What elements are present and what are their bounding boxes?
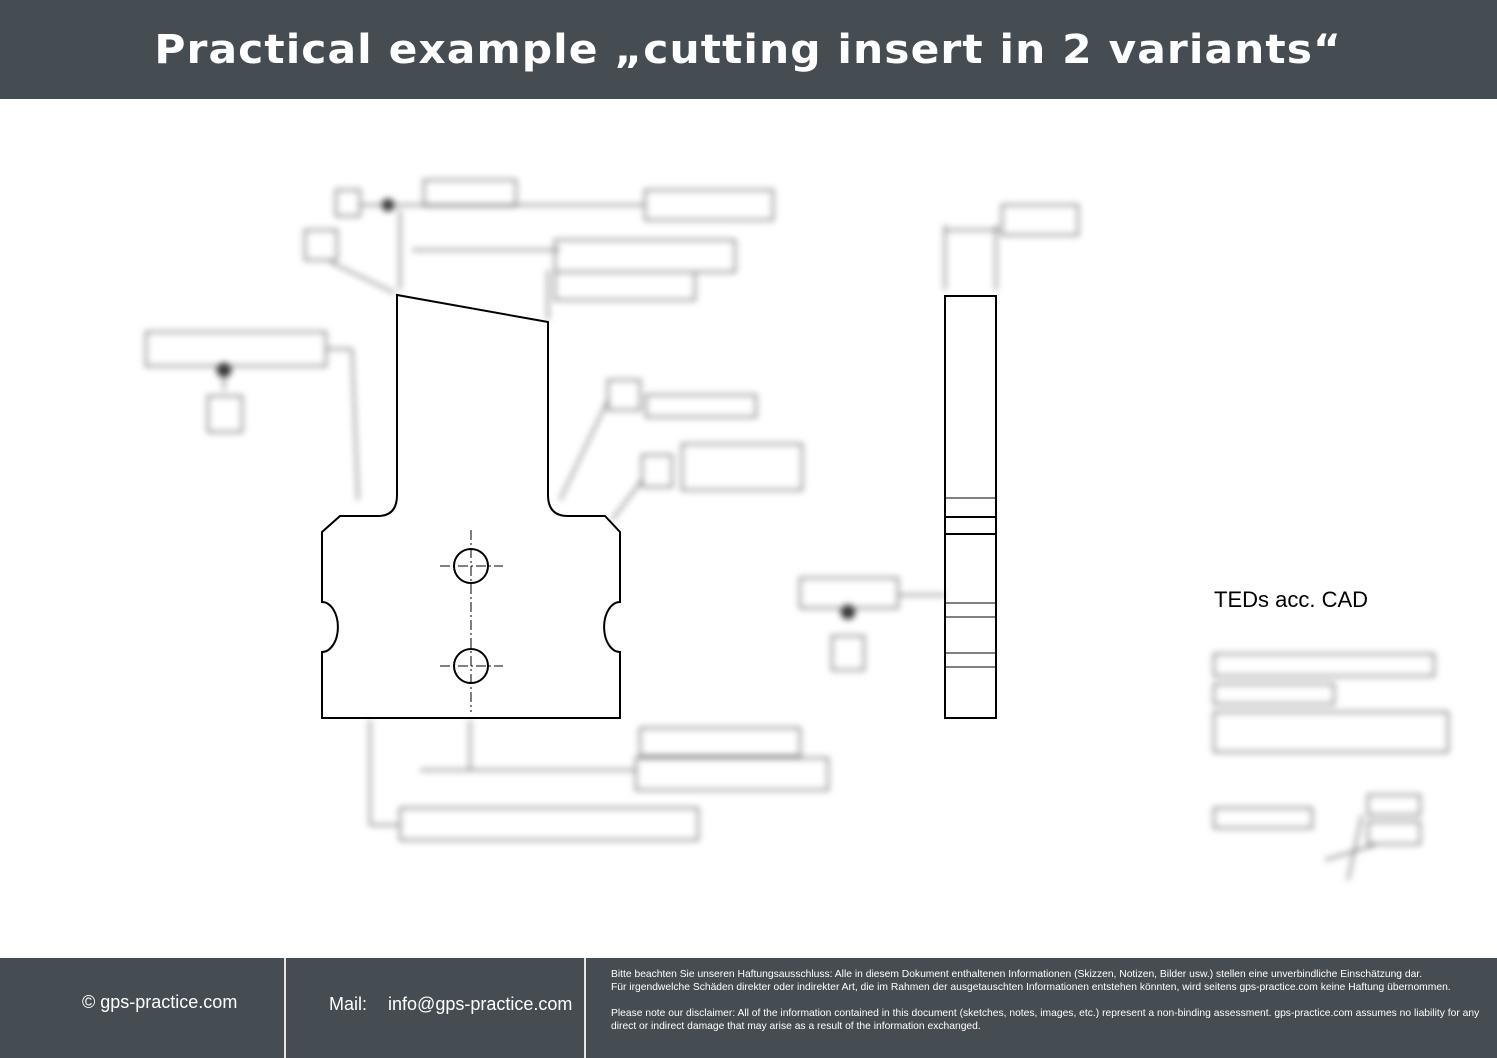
fcf-left [146,332,326,366]
footer-divider-1 [284,958,286,1058]
blurred-annotations [146,180,1448,880]
footer-divider-2 [584,958,586,1058]
page-title: Practical example „cutting insert in 2 variants“ [154,26,1343,73]
insert-outline [322,295,620,718]
disclaimer-en-line-2: direct or indirect damage that may arise as a result of the information exchanged. [611,1021,981,1032]
fcf-side [800,578,898,608]
teds-note: TEDs acc. CAD [1214,587,1369,612]
fcf-bottom-right-1 [640,728,800,756]
mail-label: Mail: [329,994,368,1014]
mail-contact [329,994,572,1015]
disclaimer-de-line-1: Bitte beachten Sie unseren Haftungsausschluss: Alle in diesem Dokument enthaltenen Informationen (Skizzen, Notizen, Bilder usw.) stellen eine unverbindliche Einschätzung dar. [611,969,1423,980]
fcf-upper-mid [555,240,735,272]
dim-thickness [1002,205,1078,235]
technical-drawing [0,99,1497,958]
disclaimer [611,968,1481,1033]
datum-box-side [832,636,864,670]
dim-text-top [424,180,516,206]
title-bar [0,0,1497,99]
general-tolerances-frame [1214,712,1448,752]
fcf-top-right [645,190,773,220]
fcf-bottom-right-2 [636,758,828,790]
datum-box-top [336,190,360,216]
fcf-bottom-left [400,808,698,840]
side-outline [945,296,996,718]
copyright-text: © gps-practice.com [82,992,238,1012]
mail-address-link[interactable]: info@gps-practice.com [388,994,573,1014]
disclaimer-en-line-1: Please note our disclaimer: All of the information contained in this document (sketches, notes, images, etc.) represent a non-binding assessment. gps-practice.com assumes no liability for any [611,1008,1480,1019]
iso-ref [1214,808,1312,828]
center-lines [440,530,503,712]
general-tolerances-text [1214,654,1434,676]
datum-dot-top [382,199,394,211]
fcf-upper-mid-2 [555,272,695,300]
front-view [322,295,620,718]
drawing-canvas [0,99,1497,958]
footer [0,958,1497,1058]
side-view [945,296,996,718]
datum-box-left [208,396,242,432]
disclaimer-de-line-2: Für irgendwelche Schäden direkter oder indirekter Art, die im Rahmen der ausgetauschten Informationen entstehen könnten, wird seitens gps-practice.com keine Haftung übernommen. [611,982,1451,993]
